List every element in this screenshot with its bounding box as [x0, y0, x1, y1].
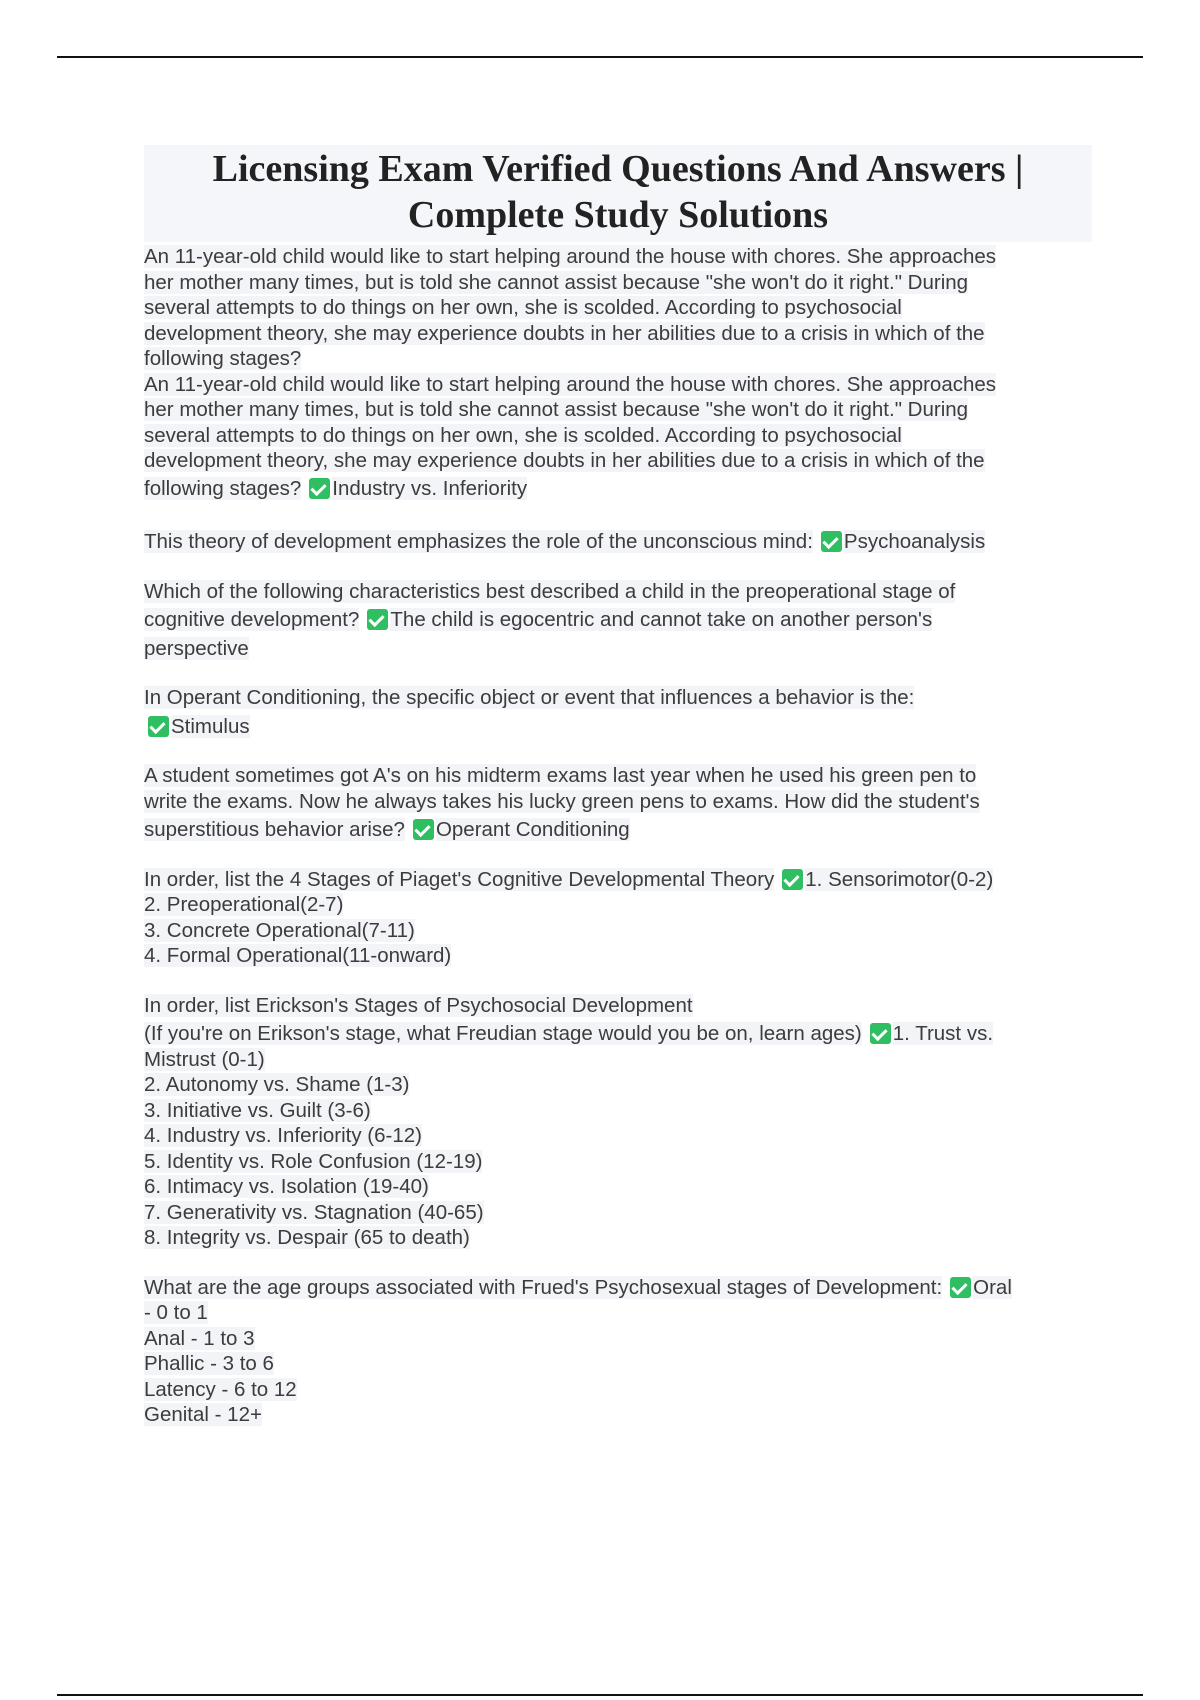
title-line: Complete Study Solutions [407, 194, 829, 236]
page-title [144, 145, 1092, 242]
qa-item-1 [144, 244, 1092, 372]
question-text: In order, list Erickson's Stages of Psychosocial Development [144, 993, 693, 1017]
answer-text: 1. Sensorimotor(0-2) [805, 867, 994, 891]
answer-text: 5. Identity vs. Role Confusion (12-19) [144, 1149, 483, 1173]
answer-text: Mistrust (0-1) [144, 1047, 265, 1071]
question-text: An 11-year-old child would like to start helping around the house with chores. She approaches [144, 245, 997, 268]
question-text: A student sometimes got A's on his midterm exams last year when he used his green pen to [144, 764, 977, 787]
question-text: (If you're on Erikson's stage, what Freudian stage would you be on, learn ages) [144, 1022, 862, 1045]
question-text: An 11-year-old child would like to start helping around the house with chores. She approaches [144, 372, 997, 396]
title-line: Licensing Exam Verified Questions And Answers | [212, 148, 1024, 190]
checkmark-icon [821, 531, 842, 552]
question-text: her mother many times, but is told she cannot assist because "she won't do it right." During [144, 270, 969, 294]
question-text: cognitive development? [144, 608, 360, 631]
answer-text: 3. Concrete Operational(7-11) [144, 918, 415, 942]
qa-item-2 [144, 372, 1092, 502]
checkmark-icon [309, 478, 330, 499]
answer-text: 2. Autonomy vs. Shame (1-3) [144, 1073, 410, 1096]
checkmark-icon [148, 716, 169, 737]
answer-text: The child is egocentric and cannot take on another person's [390, 608, 933, 631]
answer-text: Anal - 1 to 3 [144, 1326, 255, 1350]
question-text: several attempts to do things on her own, she is scolded. According to psychosocial [144, 423, 902, 447]
qa-item-5 [144, 685, 1092, 739]
checkmark-icon [782, 869, 803, 890]
checkmark-icon [950, 1277, 971, 1298]
question-text: write the exams. Now he always takes his lucky green pens to exams. How did the student's [144, 789, 980, 813]
question-text: What are the age groups associated with Frued's Psychosexual stages of Development: [144, 1275, 943, 1299]
answer-text: Latency - 6 to 12 [144, 1377, 297, 1401]
answer-text: 4. Formal Operational(11-onward) [144, 944, 452, 967]
answer-text: Industry vs. Inferiority [332, 476, 528, 500]
question-text: Which of the following characteristics best described a child in the preoperational stage of [144, 579, 956, 603]
checkmark-icon [413, 819, 434, 840]
qa-item-6 [144, 763, 1092, 843]
answer-text: 4. Industry vs. Inferiority (6-12) [144, 1124, 422, 1147]
qa-item-3 [144, 529, 1092, 555]
document-body [144, 145, 1092, 1452]
qa-item-7 [144, 867, 1092, 969]
answer-text: perspective [144, 636, 249, 660]
question-text: following stages? [144, 347, 302, 370]
answer-text: Operant Conditioning [435, 818, 630, 841]
answer-text: 8. Integrity vs. Despair (65 to death) [144, 1226, 470, 1249]
question-text: development theory, she may experience doubts in her abilities due to a crisis in which of the [144, 321, 985, 345]
answer-text: 1. Trust vs. [892, 1022, 994, 1045]
answer-text: Phallic - 3 to 6 [144, 1352, 274, 1375]
question-text: following stages? [144, 476, 302, 500]
bottom-rule [57, 1694, 1143, 1696]
qa-item-9 [144, 1275, 1092, 1428]
question-text: several attempts to do things on her own, she is scolded. According to psychosocial [144, 296, 902, 319]
qa-item-4 [144, 579, 1092, 662]
top-rule [57, 56, 1143, 58]
checkmark-icon [367, 609, 388, 630]
answer-text: Genital - 12+ [144, 1403, 262, 1426]
answer-text: Psychoanalysis [843, 530, 986, 553]
qa-item-8 [144, 993, 1092, 1251]
answer-text: Oral [973, 1275, 1012, 1299]
answer-text: 2. Preoperational(2-7) [144, 893, 344, 916]
answer-text: 7. Generativity vs. Stagnation (40-65) [144, 1200, 484, 1224]
question-text: superstitious behavior arise? [144, 818, 405, 841]
question-text: development theory, she may experience doubts in her abilities due to a crisis in which of the [144, 449, 985, 472]
answer-text: - 0 to 1 [144, 1301, 208, 1324]
question-text: In Operant Conditioning, the specific object or event that influences a behavior is the: [144, 686, 915, 709]
question-text: This theory of development emphasizes the role of the unconscious mind: [144, 530, 813, 553]
answer-text: Stimulus [171, 714, 250, 738]
question-text: her mother many times, but is told she cannot assist because "she won't do it right." During [144, 398, 969, 421]
question-text: In order, list the 4 Stages of Piaget's Cognitive Developmental Theory [144, 867, 775, 891]
answer-text: 6. Intimacy vs. Isolation (19-40) [144, 1175, 429, 1198]
checkmark-icon [870, 1023, 891, 1044]
answer-text: 3. Initiative vs. Guilt (3-6) [144, 1098, 371, 1122]
